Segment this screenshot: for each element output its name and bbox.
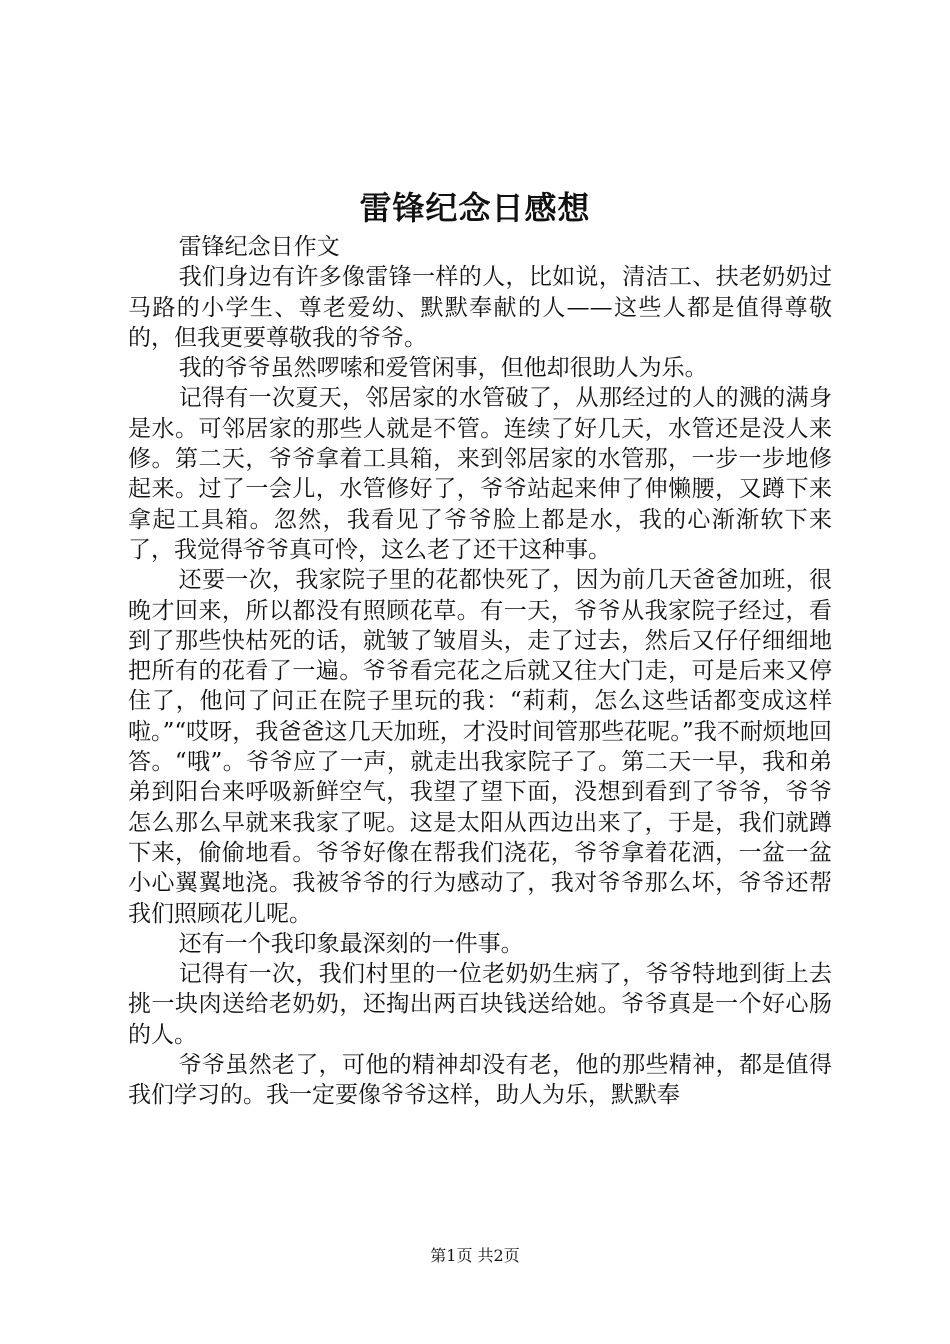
document-body (128, 232, 832, 1111)
paragraph: 记得有一次，我们村里的一位老奶奶生病了，爷爷特地到街上去挑一块肉送给老奶奶，还掏出两百块钱送给她。爷爷真是一个好心肠的人。 (128, 961, 832, 1048)
paragraph: 我们身边有许多像雷锋一样的人，比如说，清洁工、扶老奶奶过马路的小学生、尊老爱幼、默默奉献的人——这些人都是值得尊敬的，但我更要尊敬我的爷爷。 (128, 264, 832, 351)
paragraph: 我的爷爷虽然啰嗦和爱管闲事，但他却很助人为乐。 (178, 355, 708, 382)
page-number-footer: 第1页 共2页 (430, 1246, 520, 1265)
paragraph: 记得有一次夏天，邻居家的水管破了，从那经过的人的溅的满身是水。可邻居家的那些人就是不管。连续了好几天，水管还是没人来修。第二天，爷爷拿着工具箱，来到邻居家的水管那，一步一步地修起来。过了一会儿，水管修好了，爷爷站起来伸了伸懒腰，又蹲下来拿起工具箱。忽然，我看见了爷爷脸上都是水，我的心渐渐软下来了，我觉得爷爷真可怜，这么老了还干这种事。 (128, 385, 832, 563)
paragraph: 雷锋纪念日作文 (178, 234, 340, 260)
document-title: 雷锋纪念日感想 (359, 189, 591, 227)
paragraph: 还有一个我印象最深刻的一件事。 (178, 930, 524, 957)
paragraph: 还要一次，我家院子里的花都快死了，因为前几天爸爸加班，很晚才回来，所以都没有照顾花草。有一天，爷爷从我家院子经过，看到了那些快枯死的话，就皱了皱眉头，走了过去，然后又仔仔细细地把所有的花看了一遍。爷爷看完花之后就又往大门走，可是后来又停住了，他问了问正在院子里玩的我：“莉莉，怎么这些话都变成这样啦。”“哎呀，我爸爸这几天加班，才没时间管那些花呢。”我不耐烦地回答。“哦”。爷爷应了一声，就走出我家院子了。第二天一早，我和弟弟到阳台来呼吸新鲜空气，我望了望下面，没想到看到了爷爷，爷爷怎么那么早就来我家了呢。这是太阳从西边出来了，于是，我们就蹲下来，偷偷地看。爷爷好像在帮我们浇花，爷爷拿着花洒，一盆一盆小心翼翼地浇。我被爷爷的行为感动了，我对爷爷那么坏，爷爷还帮我们照顾花儿呢。 (128, 567, 832, 927)
paragraph: 爷爷虽然老了，可他的精神却没有老，他的那些精神，都是值得我们学习的。我一定要像爷爷这样，助人为乐，默默奉 (128, 1052, 832, 1109)
